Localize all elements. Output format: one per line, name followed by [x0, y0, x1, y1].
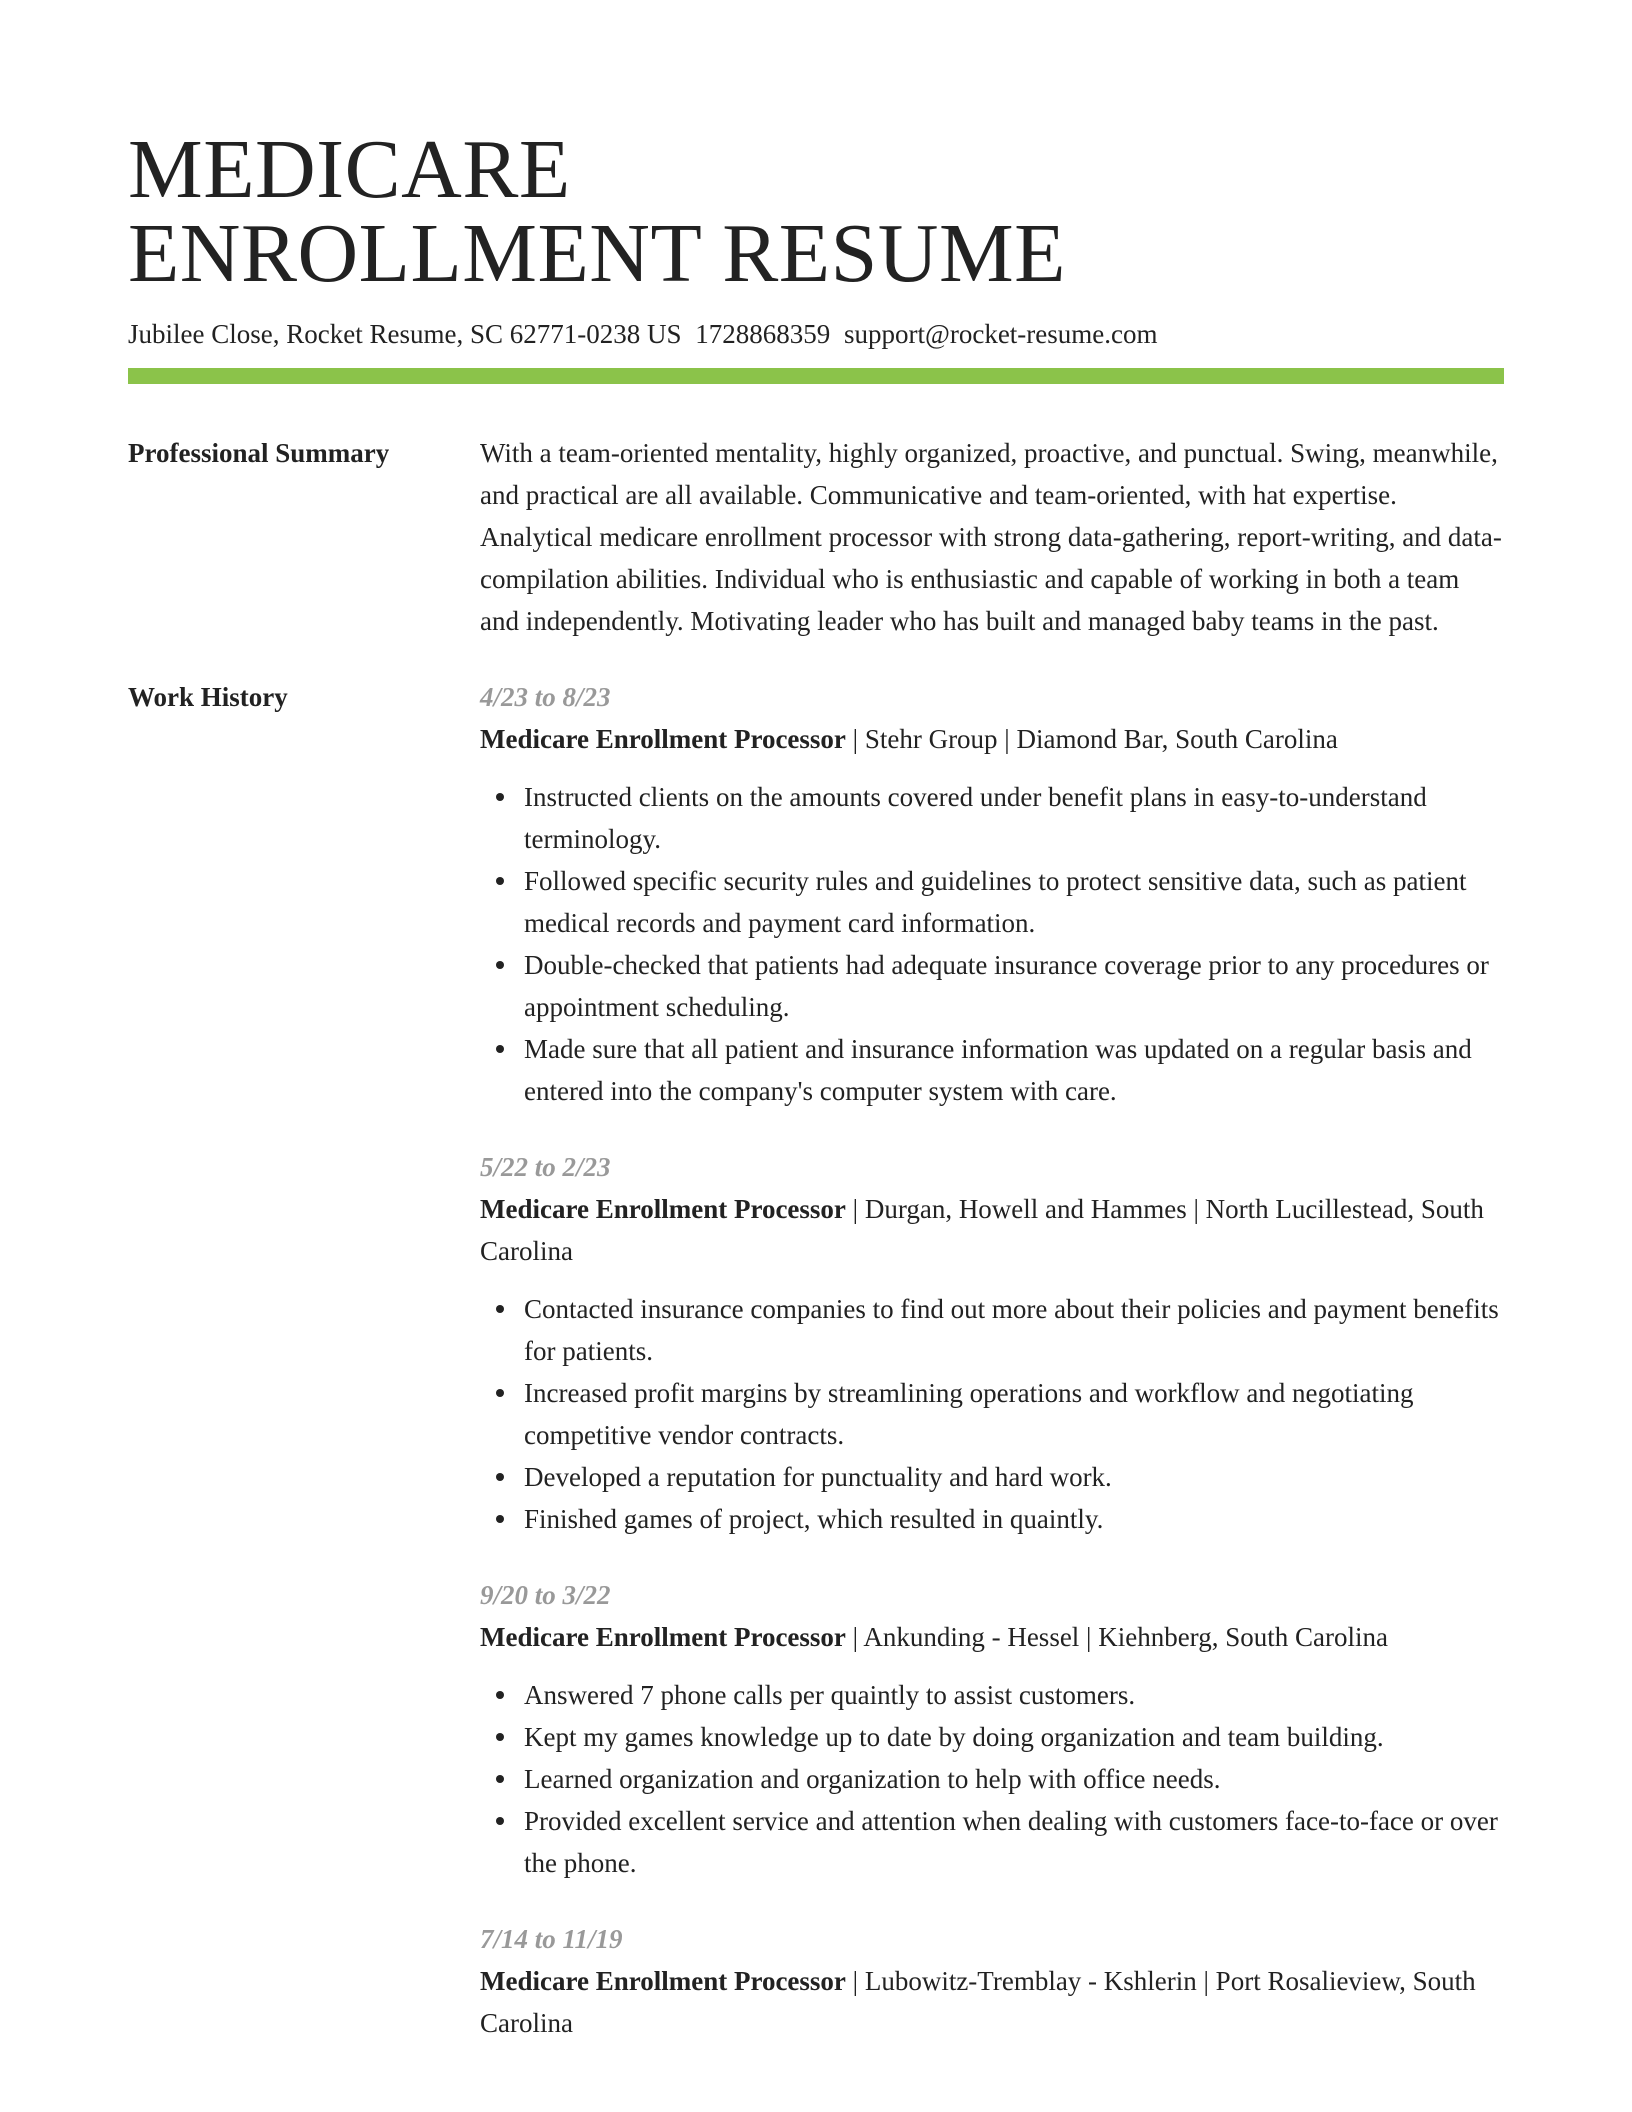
- work-history-body: [480, 676, 1504, 2078]
- section-label-summary: Professional Summary: [128, 438, 390, 468]
- job-details: | Ankunding - Hessel | Kiehnberg, South Carolina: [845, 1622, 1388, 1652]
- job-bullet: Instructed clients on the amounts covered under benefit plans in easy-to-understand terminology.: [524, 776, 1504, 860]
- title-line-1: MEDICARE: [128, 123, 571, 216]
- job-heading: [480, 1960, 1504, 2044]
- job-heading: [480, 1188, 1504, 1272]
- job-bullet: Made sure that all patient and insurance information was updated on a regular basis and entered into the company's computer system with care.: [524, 1028, 1504, 1112]
- job-bullet: Answered 7 phone calls per quaintly to assist customers.: [524, 1674, 1504, 1716]
- job-details: | Lubowitz-Tremblay - Kshlerin | Port Rosalieview, South Carolina: [480, 1966, 1476, 2038]
- job-entry: [480, 676, 1504, 1112]
- job-bullet: Provided excellent service and attention when dealing with customers face-to-face or over the phone.: [524, 1800, 1504, 1884]
- contact-phone: 1728868359: [695, 319, 831, 349]
- contact-email: support@rocket-resume.com: [843, 319, 1158, 349]
- section-label-work-history: Work History: [128, 682, 288, 712]
- job-bullet-list: [480, 1674, 1504, 1884]
- resume-page: [128, 123, 1504, 2078]
- job-title: Medicare Enrollment Processor: [480, 1194, 846, 1224]
- job-entry: [480, 1918, 1504, 2044]
- job-bullet: Finished games of project, which resulted in quaintly.: [524, 1498, 1504, 1540]
- job-title: Medicare Enrollment Processor: [480, 724, 846, 754]
- accent-divider: [128, 368, 1504, 384]
- contact-line: [128, 316, 1504, 352]
- job-bullet-list: [480, 1288, 1504, 1540]
- work-history-section: [128, 676, 1504, 2078]
- job-details: | Stehr Group | Diamond Bar, South Carolina: [845, 724, 1338, 754]
- job-bullet: Contacted insurance companies to find out more about their policies and payment benefits for patients.: [524, 1288, 1504, 1372]
- summary-body: [480, 432, 1504, 642]
- job-bullet: Learned organization and organization to help with office needs.: [524, 1758, 1504, 1800]
- job-heading: [480, 1616, 1504, 1658]
- job-bullet: Increased profit margins by streamlining operations and workflow and negotiating competitive vendor contracts.: [524, 1372, 1504, 1456]
- job-bullet-list: [480, 776, 1504, 1112]
- job-entry: [480, 1574, 1504, 1884]
- summary-text: With a team-oriented mentality, highly organized, proactive, and punctual. Swing, meanwhile, and practical are all available. Communicative and team-oriented, with hat expertise. Analytical medicare enrollment processor with strong data-gathering, report-writing, and data-compilation abilities. Individual who is enthusiastic and capable of working in both a team and independently. Motivating leader who has built and managed baby teams in the past.: [480, 438, 1502, 636]
- job-title: Medicare Enrollment Processor: [480, 1622, 846, 1652]
- job-bullet: Followed specific security rules and guidelines to protect sensitive data, such as patient medical records and payment card information.: [524, 860, 1504, 944]
- job-dates: 7/14 to 11/19: [480, 1924, 623, 1954]
- contact-address: Jubilee Close, Rocket Resume, SC 62771-0238 US: [128, 319, 682, 349]
- job-heading: [480, 718, 1504, 760]
- professional-summary-section: [128, 432, 1504, 642]
- resume-title: [128, 123, 1504, 300]
- job-dates: 5/22 to 2/23: [480, 1152, 611, 1182]
- job-bullet: Kept my games knowledge up to date by doing organization and team building.: [524, 1716, 1504, 1758]
- title-line-2: ENROLLMENT RESUME: [128, 207, 1066, 300]
- job-bullet: Developed a reputation for punctuality and hard work.: [524, 1456, 1504, 1498]
- job-title: Medicare Enrollment Processor: [480, 1966, 846, 1996]
- job-details: | Durgan, Howell and Hammes | North Lucillestead, South Carolina: [480, 1194, 1484, 1266]
- job-entry: [480, 1146, 1504, 1540]
- job-dates: 9/20 to 3/22: [480, 1580, 611, 1610]
- job-bullet: Double-checked that patients had adequate insurance coverage prior to any procedures or appointment scheduling.: [524, 944, 1504, 1028]
- job-dates: 4/23 to 8/23: [480, 682, 611, 712]
